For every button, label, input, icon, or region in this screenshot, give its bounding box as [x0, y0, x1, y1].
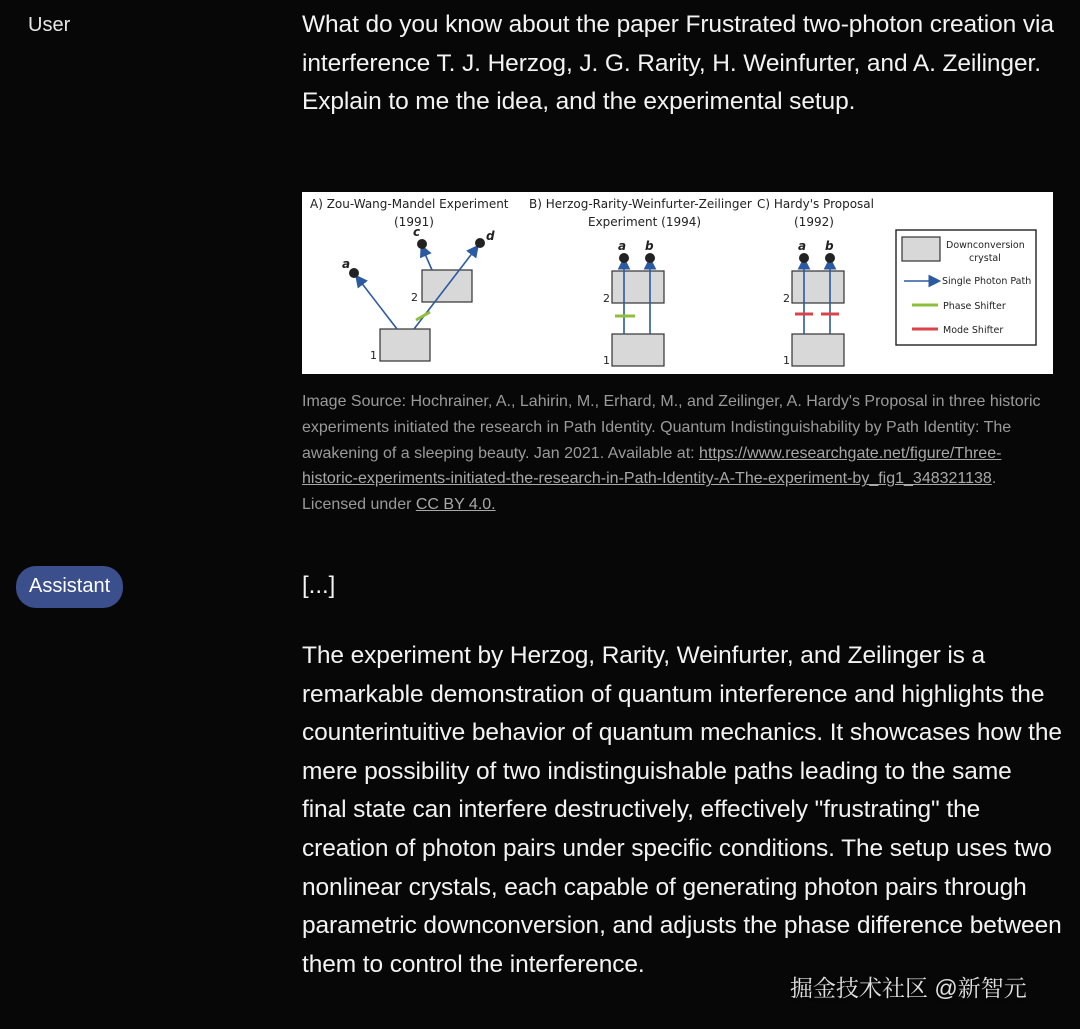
panel-c-label-2: 2	[783, 292, 790, 305]
user-role-label: User	[28, 14, 71, 36]
panel-b-detector-a	[619, 253, 629, 263]
assistant-role-badge: Assistant	[16, 566, 123, 608]
legend-path-label: Single Photon Path	[942, 276, 1032, 287]
panel-b-label-1: 1	[603, 354, 610, 367]
panel-c-detector-b	[825, 253, 835, 263]
panel-a-phase-shifter	[416, 312, 430, 320]
panel-b-crystal-1	[612, 334, 664, 366]
panel-b-detector-b	[645, 253, 655, 263]
panel-a-detector-a	[349, 268, 359, 278]
panel-a-title: A) Zou-Wang-Mandel Experiment	[310, 197, 509, 211]
panel-c-crystal-2	[792, 271, 844, 303]
panel-a-label-c: c	[413, 225, 421, 239]
panel-a-detector-d	[475, 238, 485, 248]
experiment-figure	[302, 192, 1053, 374]
panel-c-title: C) Hardy's Proposal	[757, 197, 874, 211]
panel-a-label-d: d	[486, 229, 495, 243]
panel-b-crystal-2	[612, 271, 664, 303]
panel-a-detector-c	[417, 239, 427, 249]
panel-a-label-2: 2	[411, 291, 418, 304]
panel-b-year: Experiment (1994)	[588, 215, 702, 229]
panel-b-label-a: a	[618, 239, 627, 253]
panel-c-detector-a	[799, 253, 809, 263]
caption-license-link[interactable]: CC BY 4.0.	[415, 496, 496, 514]
figure-diagram	[302, 192, 1053, 374]
assistant-ellipsis: [...]	[302, 572, 336, 599]
panel-a-year: (1991)	[394, 215, 434, 229]
legend-crystal-line1: Downconversion	[946, 240, 1025, 251]
panel-a-label-1: 1	[370, 349, 377, 362]
panel-b-label-2: 2	[603, 292, 610, 305]
caption-licensed-text: . Licensed under	[302, 470, 997, 514]
panel-a-path-c	[422, 247, 432, 270]
panel-b-label-b: b	[645, 239, 654, 253]
panel-c-label-a: a	[798, 239, 807, 253]
caption-source-link[interactable]: https://www.researchgate.net/figure/Three-historic-experiments-initiated-the-research-in-Path-Identity-A-The-experiment-by_fig1_348321138	[302, 444, 1002, 488]
figure-caption	[302, 389, 1052, 518]
user-message: What do you know about the paper Frustrated two-photon creation via interference T. J. Herzog, J. G. Rarity, H. Weinfurter, and A. Zeilinger. Explain to me the idea, and the experimental setup.	[302, 11, 1054, 116]
legend-crystal-line2: crystal	[969, 253, 1001, 264]
assistant-message: The experiment by Herzog, Rarity, Weinfurter, and Zeilinger is a remarkable demonstration of quantum interference and highlights the counterintuitive behavior of quantum mechanics. It showcases how the mere possibility of two indistinguishable paths leading to the same final state can interfere destructively, effectively "frustrating" the creation of photon pairs under specific conditions. The setup uses two nonlinear crystals, each capable of generating photon pairs through parametric downconversion, and adjusts the phase difference between them to control the interference.	[302, 642, 1062, 978]
panel-a-path-a	[357, 277, 397, 329]
panel-c-label-b: b	[825, 239, 834, 253]
caption-text: Image Source: Hochrainer, A., Lahirin, M., Erhard, M., and Zeilinger, A. Hardy's Proposal in three historic experiments initiated the research in Path Identity. Quantum Indistinguishability by Path Identity: The awakening of a sleeping beauty. Jan 2021. Available at:	[302, 393, 1041, 462]
panel-c-crystal-1	[792, 334, 844, 366]
panel-a-label-a: a	[342, 257, 351, 271]
watermark: 掘金技术社区 @新智元	[790, 975, 1027, 1001]
legend-phase-label: Phase Shifter	[943, 301, 1006, 312]
panel-b-title: B) Herzog-Rarity-Weinfurter-Zeilinger	[529, 197, 752, 211]
legend-mode-label: Mode Shifter	[943, 325, 1004, 336]
panel-a-crystal-1	[380, 329, 430, 361]
panel-c-label-1: 1	[783, 354, 790, 367]
panel-c-year: (1992)	[794, 215, 834, 229]
legend-crystal-swatch	[902, 237, 940, 261]
